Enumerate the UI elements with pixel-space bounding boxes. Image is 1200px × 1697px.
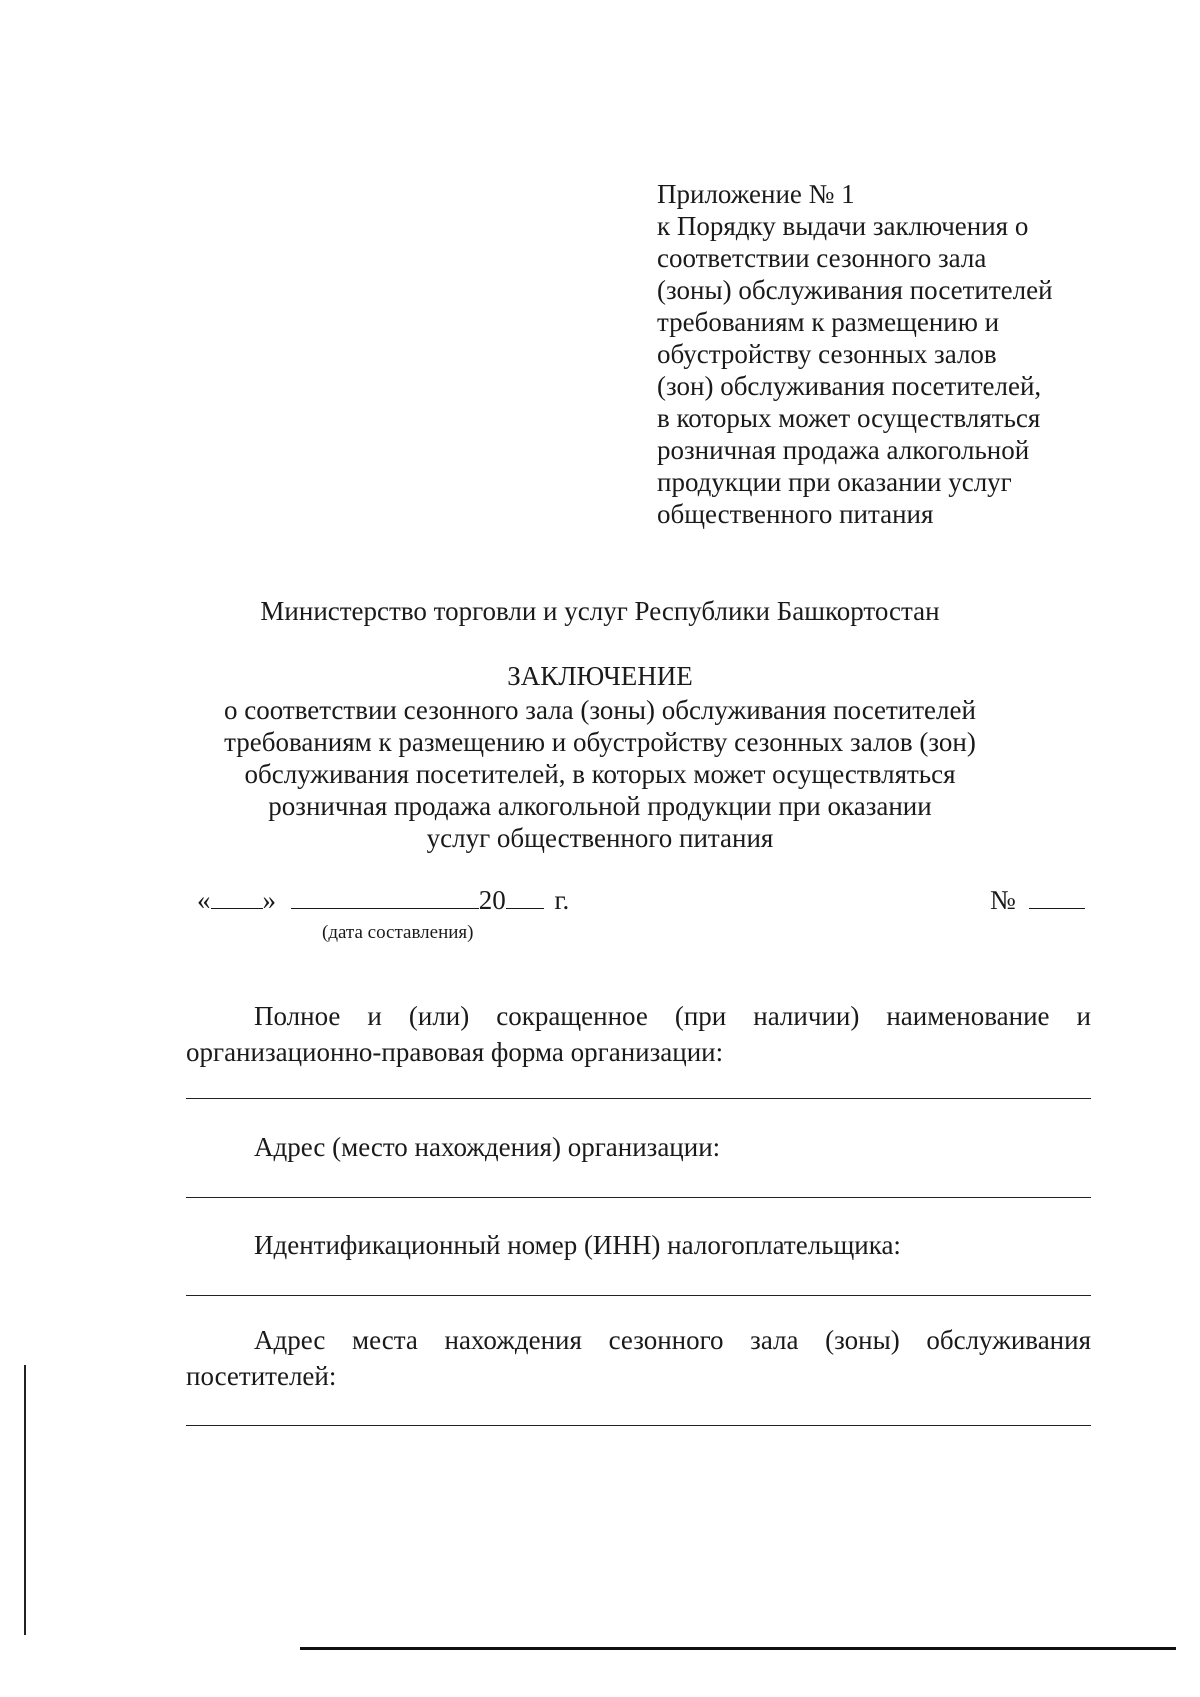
org-name-label: Полное и (или) сокращенное (при наличии) наименование и организационно-правовая форма организации: bbox=[186, 1001, 1091, 1067]
year-blank[interactable] bbox=[506, 884, 544, 909]
hall-address-label: Адрес места нахождения сезонного зала (зоны) обслуживания посетителей: bbox=[186, 1325, 1091, 1391]
appendix-line: (зоны) обслуживания посетителей bbox=[657, 275, 1053, 305]
appendix-line: в которых может осуществляться bbox=[657, 403, 1041, 433]
scan-margin-line bbox=[24, 1365, 26, 1635]
appendix-header bbox=[657, 178, 1097, 530]
inn-label: Идентификационный номер (ИНН) налогоплательщика: bbox=[254, 1230, 901, 1260]
number-field[interactable] bbox=[990, 884, 1085, 916]
org-address-label: Адрес (место нахождения) организации: bbox=[254, 1132, 721, 1162]
subtitle-line: услуг общественного питания bbox=[426, 823, 774, 853]
document-heading: ЗАКЛЮЧЕНИЕ bbox=[507, 661, 693, 691]
date-open-quote: « bbox=[197, 885, 211, 915]
year-suffix: г. bbox=[554, 885, 570, 915]
day-blank[interactable] bbox=[211, 884, 263, 909]
subtitle-line: требованиям к размещению и обустройству сезонных залов (зон) bbox=[224, 727, 976, 757]
subtitle-line: обслуживания посетителей, в которых может осуществляться bbox=[244, 759, 956, 789]
appendix-line: к Порядку выдачи заключения о bbox=[657, 211, 1029, 241]
page-bottom-rule bbox=[300, 1647, 1176, 1650]
date-caption: (дата составления) bbox=[322, 922, 474, 943]
date-field[interactable] bbox=[197, 884, 569, 916]
subtitle-line: розничная продажа алкогольной продукции при оказании bbox=[268, 791, 932, 821]
appendix-line: розничная продажа алкогольной bbox=[657, 435, 1030, 465]
date-close-quote: » bbox=[262, 885, 276, 915]
appendix-line: обустройству сезонных залов bbox=[657, 339, 997, 369]
org-name-line[interactable] bbox=[186, 1098, 1091, 1099]
document-title bbox=[0, 660, 1200, 854]
appendix-line: требованиям к размещению и bbox=[657, 307, 1000, 337]
subtitle-line: о соответствии сезонного зала (зоны) обслуживания посетителей bbox=[224, 695, 976, 725]
org-address-line[interactable] bbox=[186, 1197, 1091, 1198]
number-blank[interactable] bbox=[1029, 884, 1085, 909]
appendix-line: соответствии сезонного зала bbox=[657, 243, 987, 273]
appendix-line: продукции при оказании услуг bbox=[657, 467, 1012, 497]
year-prefix: 20 bbox=[478, 885, 506, 915]
inn-line[interactable] bbox=[186, 1295, 1091, 1296]
appendix-line: Приложение № 1 bbox=[657, 179, 855, 209]
appendix-line: (зон) обслуживания посетителей, bbox=[657, 371, 1042, 401]
number-label: № bbox=[990, 885, 1016, 915]
month-blank[interactable] bbox=[291, 884, 479, 909]
appendix-line: общественного питания bbox=[657, 499, 934, 529]
ministry-name: Министерство торговли и услуг Республики Башкортостан bbox=[260, 596, 940, 626]
hall-address-line[interactable] bbox=[186, 1425, 1091, 1426]
